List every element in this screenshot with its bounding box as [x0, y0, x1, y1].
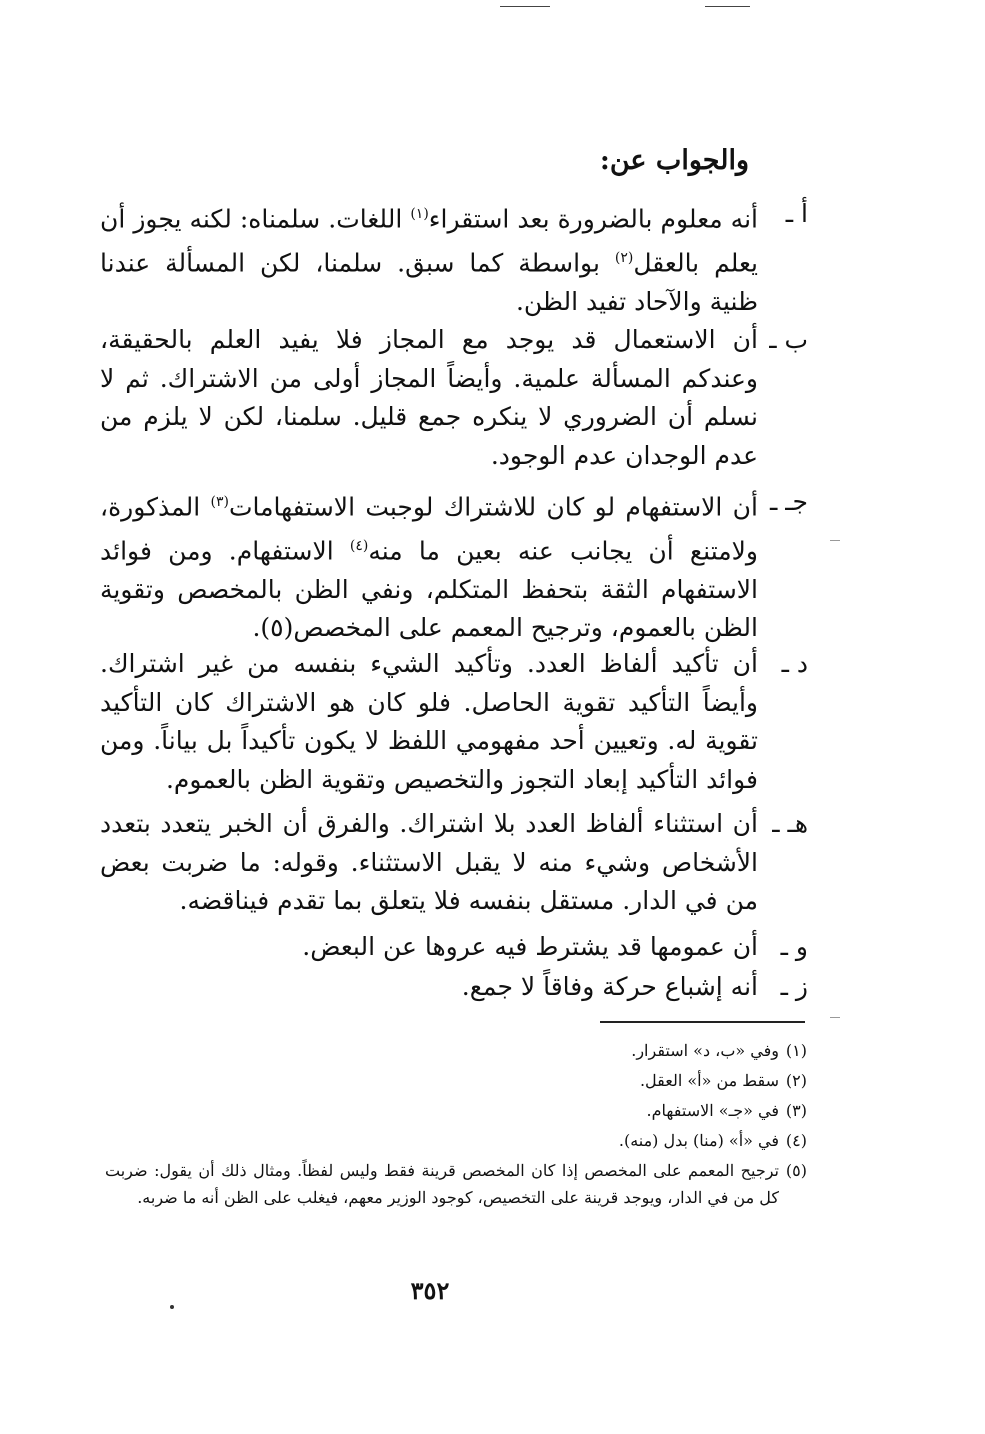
- footnote-number: (٥): [785, 1161, 807, 1180]
- item-text: أن تأكيد ألفاظ العدد. وتأكيد الشيء بنفسه من غير اشتراك. وأيضاً التأكيد تقوية الحاصل. فلو كان هو الاشتراك كان التأكيد تقوية له. وتعيين أحد مفهومي اللفظ لا يكون تأكيداً بل بياناً. ومن فوائد التأكيد إبعاد التجوز والتخصيص وتقوية الظن بالعموم.: [100, 649, 758, 794]
- item-letter: جـ ـ: [769, 487, 808, 516]
- item-letter: أ ـ: [785, 199, 808, 228]
- footnote-1: [105, 1037, 807, 1064]
- answer-item-a: [100, 195, 808, 321]
- answer-item-z: [100, 968, 808, 1007]
- item-letter: و ـ: [780, 932, 808, 961]
- answer-item-d: [100, 645, 808, 799]
- top-rule-right: [705, 6, 750, 7]
- answer-item-b: [100, 321, 808, 475]
- stray-dot: [170, 1305, 174, 1309]
- item-text: أن الاستفهام لو كان للاشتراك لوجبت الاستفهامات$^{(٣)}$ المذكورة، ولامتنع أن يجانب عنه بعين ما منه$^{(٤)}$ الاستفهام. ومن فوائد الاستفهام الثقة بتحفظ المتكلم، ونفي الظن بالمخصص وتقوية الظن بالعموم، وترجيح المعمم على المخصص(٥).: [100, 492, 758, 643]
- margin-mark: [830, 540, 840, 541]
- top-rule-left: [500, 6, 550, 7]
- footnote-number: (٢): [785, 1071, 807, 1090]
- answer-item-w: [100, 928, 808, 967]
- footnote-4: [105, 1127, 807, 1154]
- answer-item-c: [100, 483, 808, 648]
- footnote-rule: [600, 1021, 805, 1023]
- section-heading: والجواب عن:: [599, 145, 749, 176]
- page-number: ٣٥٢: [410, 1276, 450, 1305]
- footnote-text: ترجيح المعمم على المخصص إذا كان المخصص قرينة فقط وليس لفظاً. ومثال ذلك أن يقول: ضربت كل من في الدار، ويوجد قرينة على التخصيص، كوجود الوزير معهم، فيغلب على الظن أنه ما ضربه.: [105, 1161, 779, 1207]
- item-text: أنه معلوم بالضرورة بعد استقراء$^{(١)}$ اللغات. سلمناه: لكنه يجوز أن يعلم بالعقل$^{(٢)}$ بواسطة كما سبق. سلمنا، لكن المسألة عندنا ظنية والآحاد تفيد الظن.: [100, 204, 758, 316]
- footnote-2: [105, 1067, 807, 1094]
- item-text: أن الاستعمال قد يوجد مع المجاز فلا يفيد العلم بالحقيقة، وعندكم المسألة علمية. وأيضاً المجاز أولى من الاشتراك. ثم لا نسلم أن الضروري لا ينكره جمع قليل. سلمنا، لكن لا يلزم من عدم الوجدان عدم الوجود.: [100, 325, 758, 470]
- footnote-text: في «أ» (منا) بدل (منه).: [618, 1131, 779, 1150]
- footnote-number: (١): [785, 1041, 807, 1060]
- footnote-number: (٤): [785, 1131, 807, 1150]
- item-text: أن استثناء ألفاظ العدد بلا اشتراك. والفرق أن الخبر يتعدد بتعدد الأشخاص وشيء منه لا يقبل الاستثناء. وقوله: ما ضربت بعض من في الدار. مستقل بنفسه فلا يتعلق بما تقدم فيناقضه.: [100, 809, 758, 915]
- footnote-text: سقط من «أ» العقل.: [639, 1071, 779, 1090]
- item-text: أنه إشباع حركة وفاقاً لا جمع.: [461, 972, 758, 1001]
- margin-mark: [830, 1017, 840, 1018]
- footnote-text: في «جـ» الاستفهام.: [646, 1101, 779, 1120]
- item-letter: ب ـ: [769, 325, 808, 354]
- footnote-3: [105, 1097, 807, 1124]
- footnote-text: وفي «ب، د» استقرار.: [631, 1041, 779, 1060]
- answer-item-h: [100, 805, 808, 921]
- footnote-number: (٣): [785, 1101, 807, 1120]
- item-letter: هـ ـ: [772, 809, 808, 838]
- item-letter: د ـ: [781, 649, 808, 678]
- item-text: أن عمومها قد يشترط فيه عروها عن البعض.: [302, 932, 758, 961]
- item-letter: ز ـ: [780, 972, 808, 1001]
- footnote-5: [105, 1157, 807, 1211]
